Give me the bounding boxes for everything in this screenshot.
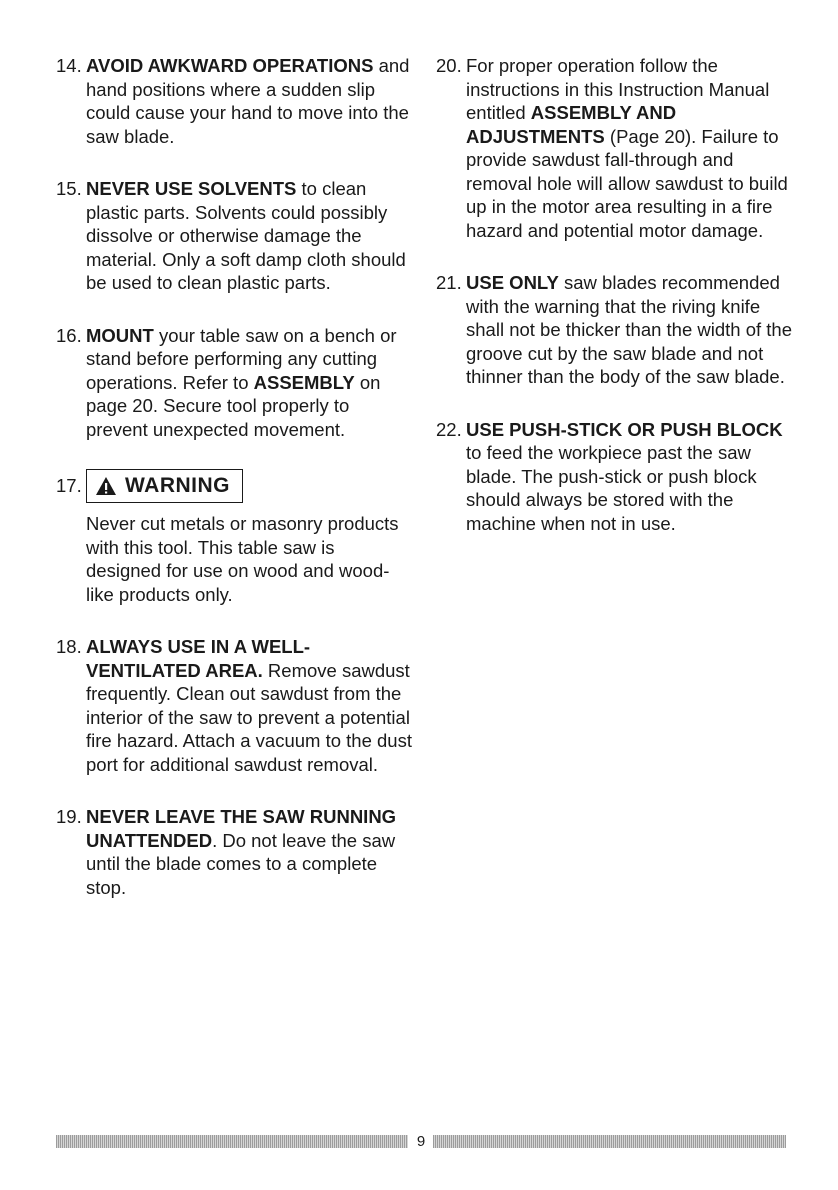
safety-item-14 [56,54,412,148]
warning-triangle-icon [95,476,117,496]
item-text: your table saw on a bench or stand before performing any cutting operations. Refer to [86,324,397,393]
left-column [56,54,412,899]
item-body [466,418,796,536]
item-number: 19. [56,806,82,827]
item-text: and hand positions where a sudden slip could cause your hand to move into the saw blade. [86,55,410,147]
right-column [436,54,796,535]
item-body [466,271,796,389]
warning-label-box [86,469,243,503]
item-number: 18. [56,636,82,657]
item-body [86,54,412,148]
item-body [86,469,412,606]
item-text-continued: on page 20. Secure tool properly to prevent unexpected movement. [86,371,381,440]
footer-rule-right [433,1135,786,1148]
item-text: to clean plastic parts. Solvents could possibly dissolve or otherwise damage the material. Only a soft damp cloth should be used to clean plastic parts. [86,178,406,293]
assembly-reference: ASSEMBLY [253,371,355,393]
item-heading: AVOID AWKWARD OPERATIONS [86,55,374,76]
item-heading: ALWAYS USE IN A WELL-VENTILATED AREA. [86,636,311,681]
item-number: 17. [56,475,82,496]
page-number: 9 [416,1133,426,1150]
safety-item-17 [56,469,412,606]
item-text: Remove sawdust frequently. Clean out sawdust from the interior of the saw to prevent a potential fire hazard. Attach a vacuum to the dust port for additional sawdust removal. [86,659,412,775]
item-heading: MOUNT [86,324,154,346]
item-body [86,324,412,442]
manual-section-reference: ASSEMBLY AND ADJUSTMENTS [466,102,677,147]
item-text: saw blades recommended with the warning that the riving knife shall not be thicker than the width of the groove cut by the saw blade and not thinner than the body of the saw blade. [466,272,793,387]
item-body [86,177,412,295]
safety-item-21 [436,271,796,389]
safety-item-20 [436,54,796,242]
item-number: 21. [436,272,462,293]
item-number: 14. [56,55,82,76]
item-number: 22. [436,418,462,440]
warning-label: WARNING [125,474,230,497]
item-text: Never cut metals or masonry products with this tool. This table saw is designed for use on wood and wood-like products only. [86,513,399,605]
safety-item-22 [436,418,796,536]
item-heading: USE ONLY [466,272,559,293]
safety-item-16 [56,324,412,442]
item-text: . Do not leave the saw until the blade comes to a complete stop. [86,829,396,898]
item-number: 15. [56,178,82,199]
item-number: 16. [56,324,82,346]
item-text-continued: (Page 20). Failure to provide sawdust fall-through and removal hole will allow sawdust to build up in the motor area resulting in a fire hazard and potential motor damage. [466,125,788,241]
footer-rule-left [56,1135,408,1148]
item-heading: NEVER LEAVE THE SAW RUNNING UNATTENDED [86,806,397,851]
item-body [466,54,796,242]
item-text: For proper operation follow the instructions in this Instruction Manual entitled [466,55,770,123]
item-heading: NEVER USE SOLVENTS [86,178,297,199]
item-heading: USE PUSH-STICK OR PUSH BLOCK [466,418,783,440]
item-number: 20. [436,55,462,76]
item-text: to feed the workpiece past the saw blade. The push-stick or push block should always be stored with the machine when not in use. [466,442,757,534]
item-body [86,805,412,899]
safety-item-15 [56,177,412,295]
safety-item-19 [56,805,412,899]
safety-item-18 [56,635,412,776]
item-body [86,635,412,776]
